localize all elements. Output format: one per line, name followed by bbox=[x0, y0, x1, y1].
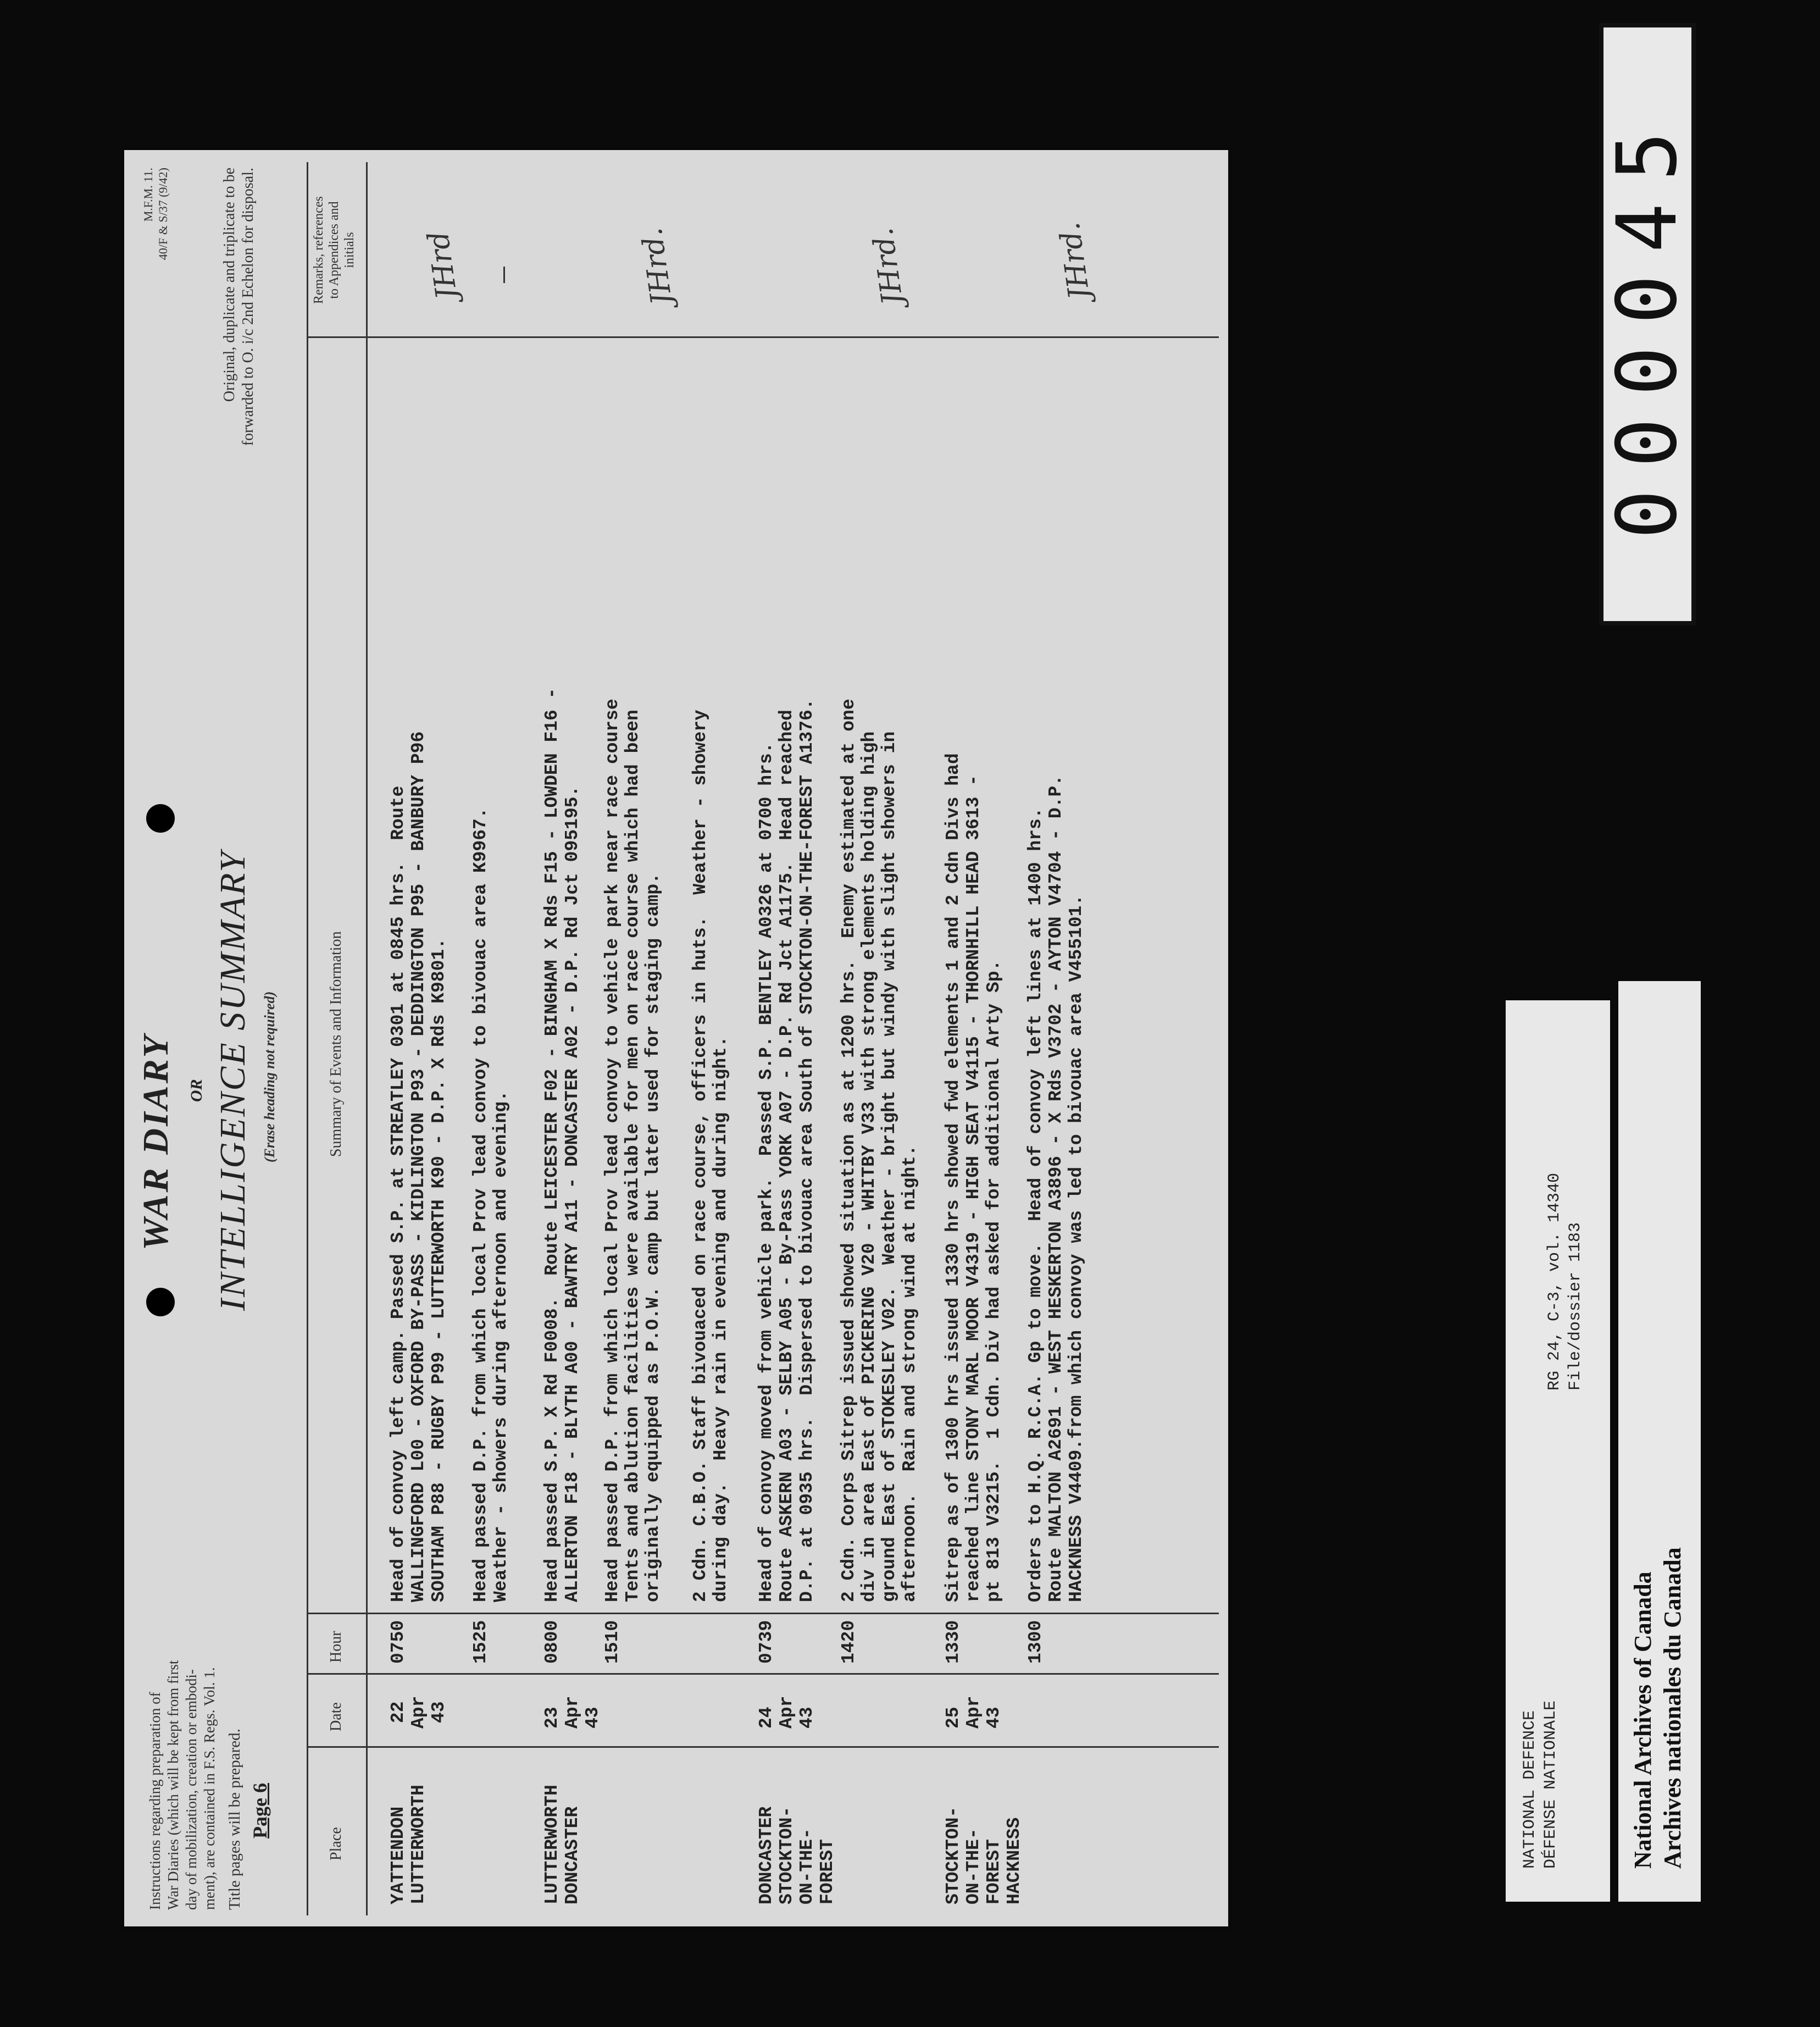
entry-place: YATTENDON LUTTERWORTH bbox=[388, 1785, 429, 1904]
form-code-line: M.F.M. 11. bbox=[141, 168, 155, 222]
distribution-note bbox=[220, 168, 258, 448]
column-header-remarks bbox=[311, 168, 357, 333]
distribution-line: forwarded to O. i/c 2nd Echelon for disposal. bbox=[240, 168, 257, 446]
diary-title: WAR DIARY bbox=[136, 1033, 176, 1250]
entry-text: Head passed D.P. from which local Prov lead convoy to vehicle park near race course Tents and ablution facilities were available for men on race course which had been originally equipped as P.O.W. camp but later used for staging camp. bbox=[602, 699, 663, 1602]
punch-hole-left bbox=[146, 1288, 175, 1316]
entry-hour: 1330 bbox=[943, 1620, 963, 1664]
remarks-header-line: Remarks, references bbox=[312, 196, 326, 304]
entry-hour: 1300 bbox=[1025, 1620, 1046, 1664]
erase-note: (Erase heading not required) bbox=[262, 991, 278, 1162]
remarks-dash bbox=[503, 267, 505, 283]
entry-text: Head of convoy left camp. Passed S.P. at STREATLEY 0301 at 0845 hrs. Route WALLINGFORD L00 - OXFORD BY-PASS - KIDLINGTON P93 - DEDDINGTON P95 - BANBURY P96 SOUTHAM P88 - RUGBY P99 - LUTTERWORTH K90 - D.P. X Rds K9801. bbox=[388, 731, 449, 1602]
entry-place: STOCKTON- ON-THE- FOREST HACKNESS bbox=[943, 1806, 1024, 1904]
entry-date: 24 Apr 43 bbox=[756, 1696, 817, 1729]
archive-reference-label bbox=[1506, 1000, 1610, 1902]
entry-hour: 1525 bbox=[470, 1620, 491, 1664]
instructions-line: ment), are contained in F.S. Regs. Vol. 1. bbox=[201, 1667, 218, 1910]
entry-date: 23 Apr 43 bbox=[542, 1696, 603, 1729]
department-label: NATIONAL DEFENCE bbox=[1521, 1710, 1539, 1869]
initials-signature: JHrd bbox=[421, 229, 464, 302]
entry-hour: 1510 bbox=[602, 1620, 623, 1664]
punch-hole-right bbox=[146, 804, 175, 833]
instructions-line: Instructions regarding preparation of bbox=[147, 1692, 163, 1910]
entry-date: 22 Apr 43 bbox=[388, 1696, 449, 1729]
archive-reference: RG 24, C-3, vol. 14340 bbox=[1545, 1172, 1564, 1391]
distribution-line: Original, duplicate and triplicate to be bbox=[221, 168, 238, 402]
or-label: OR bbox=[187, 1079, 206, 1102]
document-number: 000045 bbox=[1600, 109, 1695, 539]
entry-text: Head passed D.P. from which local Prov lead convoy to bivouac area K9967. Weather - showers during afternoon and evening. bbox=[470, 807, 511, 1602]
title-pages-note: Title pages will be prepared. bbox=[226, 1729, 243, 1910]
page-number: Page 6 bbox=[249, 1783, 271, 1838]
entry-text: Sitrep as of 1300 hrs issued 1330 hrs showed fwd elements 1 and 2 Cdn Divs had reached line STONY MARL MOOR V4319 - HIGH SEAT V4115 - THORNHILL HEAD 3613 - pt 813 V3215. 1 Cdn. Div had asked for additional Arty Sp. bbox=[943, 753, 1004, 1602]
entry-text: 2 Cdn. C.B.O. Staff bivouaced on race course, officers in huts. Weather - showery during day. Heavy rain in evening and during night. bbox=[690, 710, 731, 1602]
entry-text: 2 Cdn. Corps Sitrep issued showed situation as at 1200 hrs. Enemy estimated at one div in area East of PICKERING V20 - WHITBY V33 with strong elements holding high ground East of STOKESLEY V02. Weather - bright but windy with slight showers in afternoon. Rain and strong wind at night. bbox=[839, 699, 920, 1602]
remarks-header-line: initials bbox=[342, 232, 357, 268]
entry-text: Head of convoy moved from vehicle park. Passed S.P. BENTLEY A0326 at 0700 hrs. Route ASKERN A03 - SELBY A05 - By-Pass YORK A07 - D.P. Rd Jct A1175. Head reached D.P. at 0935 hrs. Dispersed to bivouac area South of STOCKTON-ON-THE-FOREST A1376. bbox=[756, 699, 817, 1602]
initials-signature: JHrd. bbox=[1053, 220, 1097, 302]
form-code bbox=[141, 168, 170, 333]
column-header-summary: Summary of Events and Information bbox=[328, 931, 345, 1157]
national-archives-label bbox=[1618, 981, 1701, 1902]
intelligence-summary-title: INTELLIGENCE SUMMARY bbox=[213, 850, 253, 1311]
entry-text: Orders to H.Q. R.C.A. Gp to move. Head of convoy left lines at 1400 hrs. Route MALTON A2691 - WEST HESKERTON A3896 - X Rds V3702 - AYTON V4704 - D.P. HACKNESS V4409.from which convoy was led to bivouac area V455101. bbox=[1025, 774, 1086, 1602]
column-header-hour: Hour bbox=[328, 1631, 345, 1663]
war-diary-card bbox=[124, 150, 1228, 1926]
entry-hour: 0750 bbox=[388, 1620, 408, 1664]
form-code-line: 40/F & S/37 (9/42) bbox=[156, 168, 170, 261]
entry-place: DONCASTER STOCKTON- ON-THE- FOREST bbox=[756, 1806, 837, 1904]
instructions bbox=[146, 1660, 219, 1910]
entry-hour: 1420 bbox=[839, 1620, 859, 1664]
department-label: DÉFENSE NATIONALE bbox=[1541, 1700, 1560, 1869]
entry-date: 25 Apr 43 bbox=[943, 1696, 1004, 1729]
column-header-date: Date bbox=[328, 1702, 345, 1731]
column-header-place: Place bbox=[328, 1827, 345, 1860]
entry-hour: 0800 bbox=[542, 1620, 562, 1664]
instructions-line: War Diaries (which will be kept from first bbox=[165, 1660, 181, 1910]
document-number-stamp bbox=[1599, 23, 1696, 625]
archives-name-fr: Archives nationales du Canada bbox=[1659, 1547, 1686, 1869]
archive-reference: File/dossier 1183 bbox=[1566, 1222, 1585, 1391]
entry-text: Head passed S.P. X Rd F0008. Route LEICESTER F02 - BINGHAM X Rds F15 - LOWDEN F16 - ALLERTON F18 - BLYTH A00 - BAWTRY A11 - DONCASTER A02 - D.P. Rd Jct 095195. bbox=[542, 688, 582, 1602]
entry-hour: 0739 bbox=[756, 1620, 776, 1664]
archives-name-en: National Archives of Canada bbox=[1629, 1571, 1656, 1869]
instructions-line: day of mobilization, creation or embodi- bbox=[183, 1669, 199, 1910]
initials-signature: JHrd. bbox=[635, 225, 679, 307]
initials-signature: JHrd. bbox=[866, 225, 910, 307]
remarks-header-line: to Appendices and bbox=[327, 201, 341, 299]
entry-place: LUTTERWORTH DONCASTER bbox=[542, 1785, 582, 1904]
